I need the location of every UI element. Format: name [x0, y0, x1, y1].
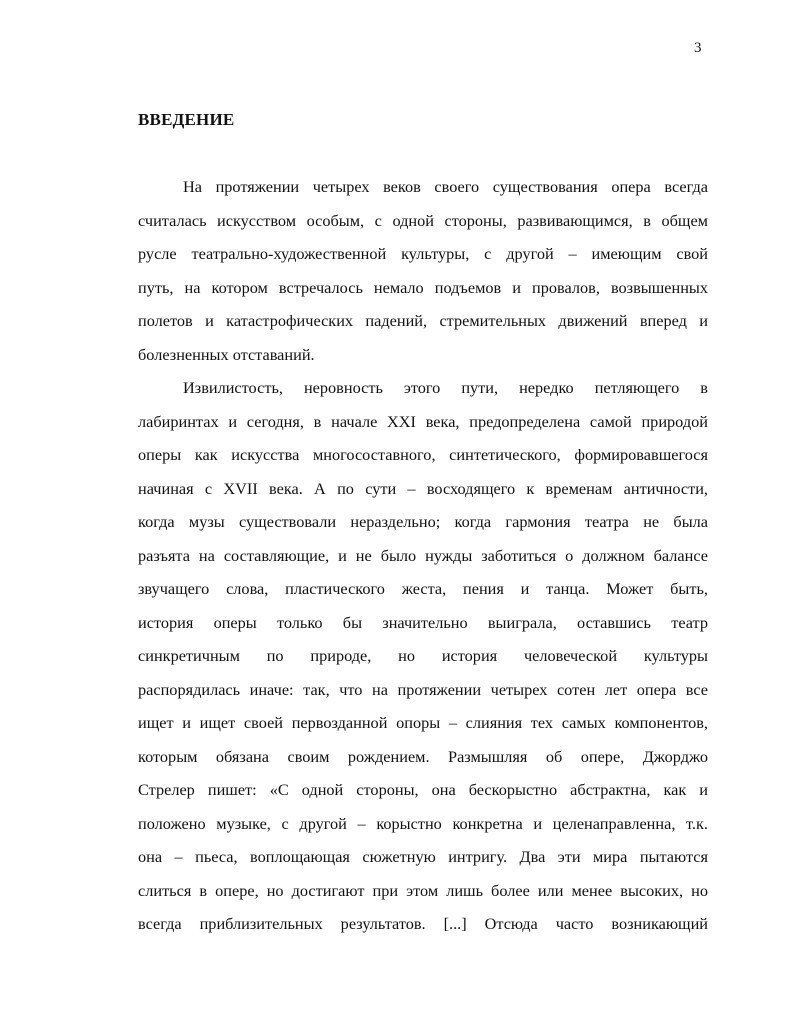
- text-line: которым обязана своим рождением. Размышляя об опере, Джорджо: [138, 746, 708, 766]
- text-line: На протяжении четырех веков своего существования опера всегда: [183, 177, 708, 196]
- text-line: Стрелер пишет: «С одной стороны, она бескорыстно абстрактна, как и: [138, 780, 708, 799]
- text-line: оперы как искусства многосоставного, синтетического, формировавшегося: [138, 445, 708, 464]
- text-line: разъята на составляющие, и не было нужды заботиться о должном балансе: [138, 545, 708, 565]
- text-line: звучащего слова, пластического жеста, пения и танца. Может быть,: [138, 579, 708, 598]
- page-number: 3: [694, 40, 702, 56]
- body-text: [138, 170, 708, 941]
- text-line: русле театрально-художественной культуры, с другой – имеющим свой: [138, 244, 708, 263]
- text-line: Извилистость, неровность этого пути, нередко петляющего в: [183, 378, 708, 397]
- section-heading: ВВЕДЕНИЕ: [138, 110, 235, 129]
- text-line: когда музы существовали нераздельно; когда гармония театра не была: [138, 512, 708, 531]
- text-line: распорядилась иначе: так, что на протяжении четырех сотен лет опера все: [138, 679, 708, 699]
- text-line: лабиринтах и сегодня, в начале XXI века, предопределена самой природой: [138, 411, 708, 431]
- text-line: слиться в опере, но достигают при этом лишь более или менее высоких, но: [138, 880, 708, 900]
- text-line: начиная с XVII века. А по сути – восходящего к временам античности,: [138, 478, 708, 498]
- text-line: положено музыке, с другой – корыстно конкретна и целенаправленна, т.к.: [138, 813, 708, 833]
- text-line: синкретичным по природе, но история человеческой культуры: [138, 646, 708, 665]
- text-line: история оперы только бы значительно выиграла, оставшись театр: [138, 612, 708, 632]
- text-line: ищет и ищет своей первозданной опоры – слияния тех самых компонентов,: [138, 713, 708, 732]
- text-line: полетов и катастрофических падений, стремительных движений вперед и: [138, 311, 708, 330]
- text-line: всегда приблизительных результатов. [...] Отсюда часто возникающий: [138, 914, 708, 933]
- text-line: путь, на котором встречалось немало подъемов и провалов, возвышенных: [138, 277, 708, 297]
- text-line: считалась искусством особым, с одной стороны, развивающимся, в общем: [138, 210, 708, 230]
- text-line: болезненных отставаний.: [138, 344, 315, 364]
- text-line: она – пьеса, воплощающая сюжетную интригу. Два эти мира пытаются: [138, 847, 708, 866]
